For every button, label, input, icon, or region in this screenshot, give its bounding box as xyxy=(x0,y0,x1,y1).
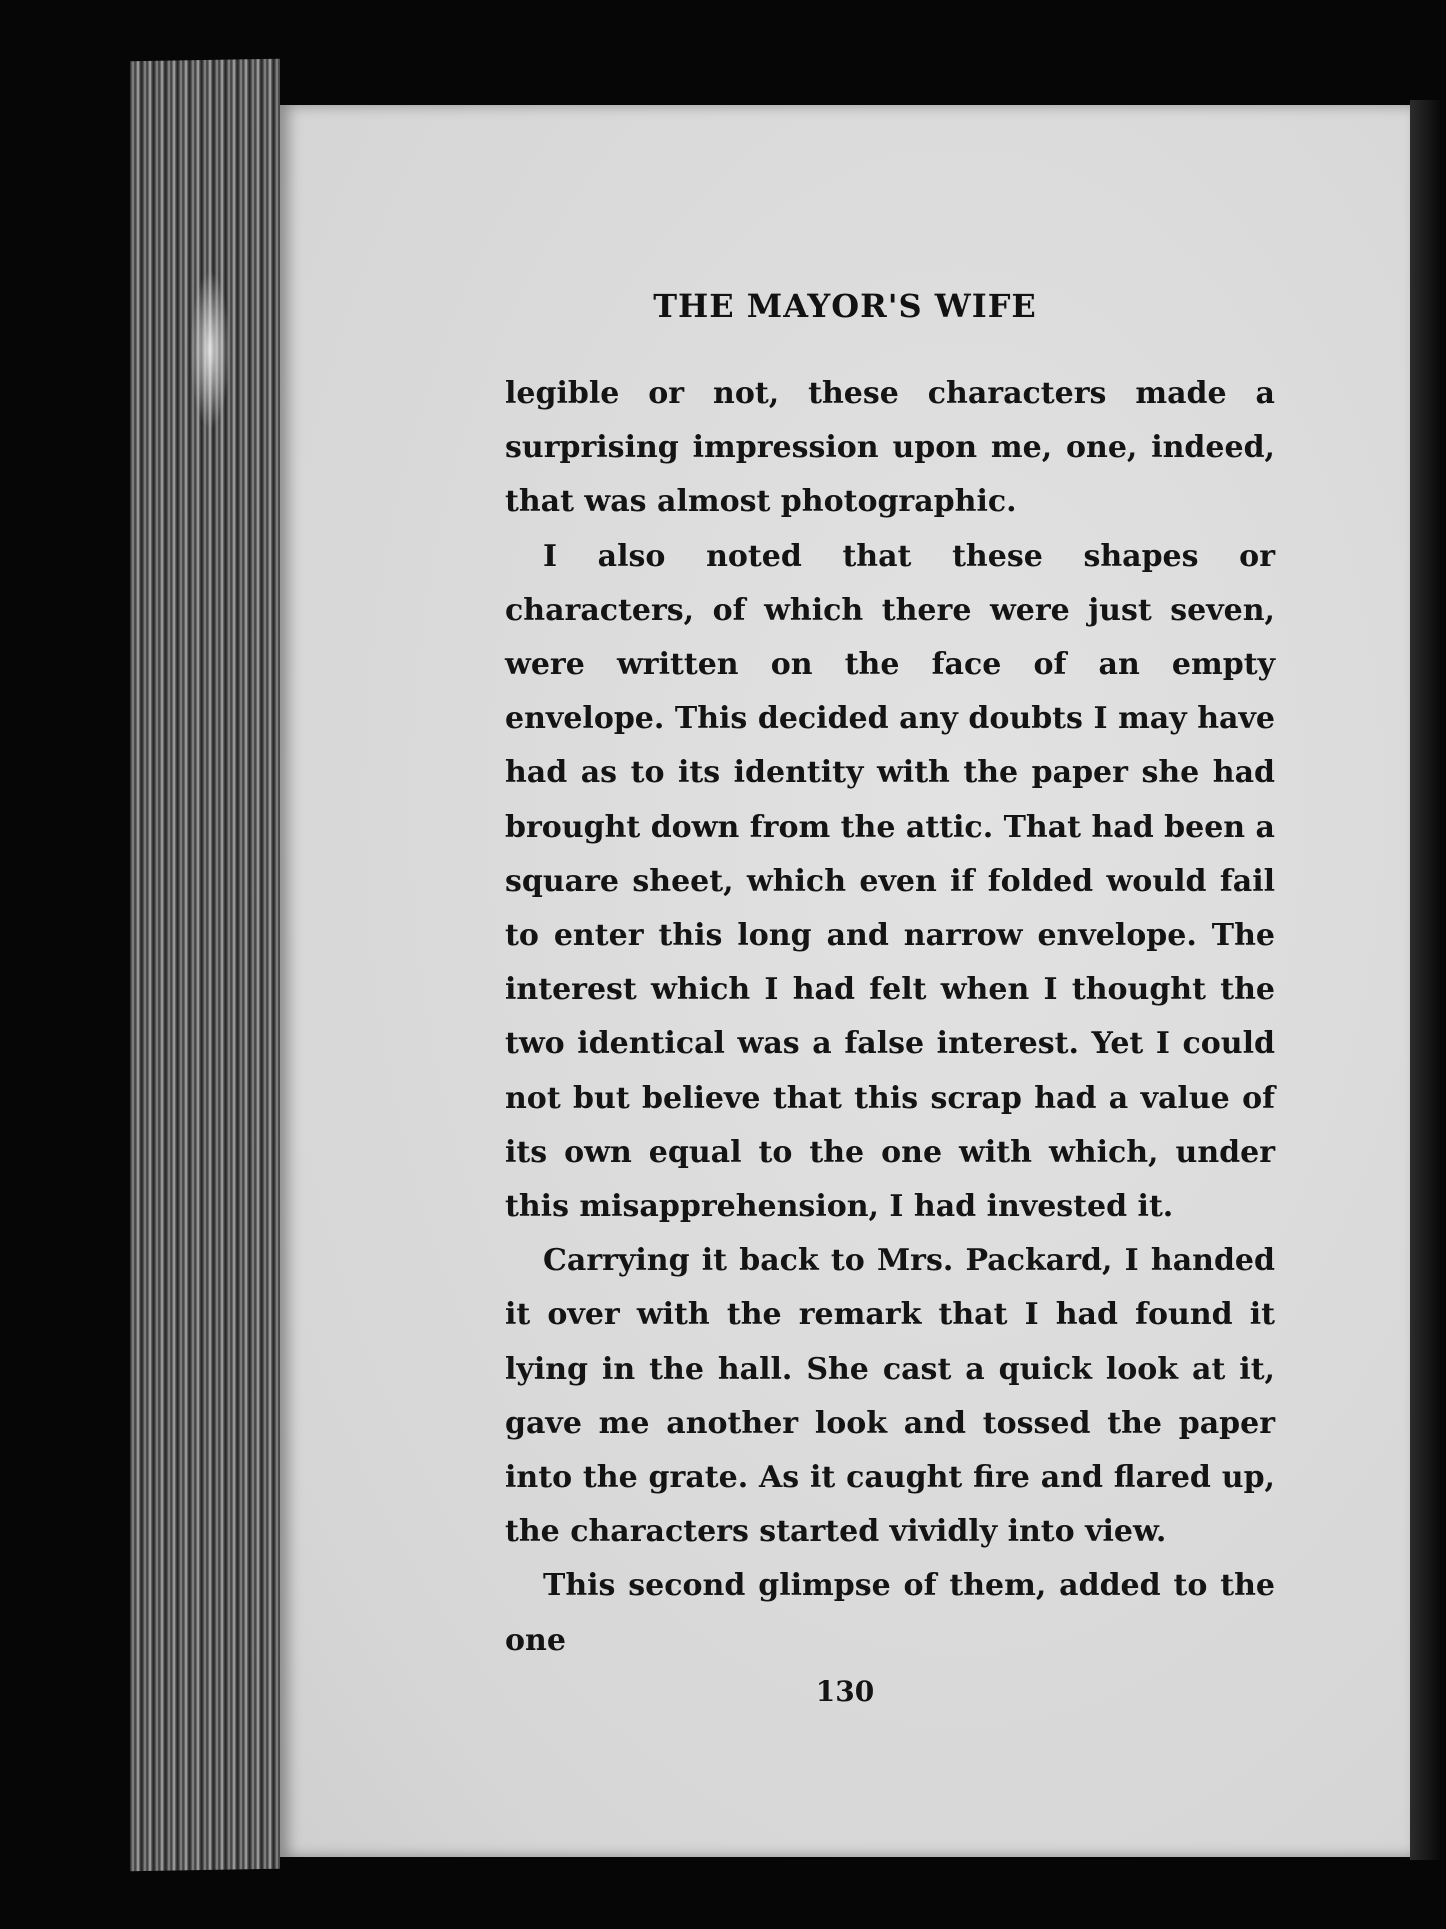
facing-page-edge xyxy=(1410,100,1440,1860)
paragraph-2: I also noted that these shapes or characters, of which there were just seven, were written on the face of an empty envelope. This decided any doubts I may have had as to its identity with the paper she had brought down from the attic. That had been a square sheet, which even if folded would fail to enter this long and narrow envelope. The interest which I had felt when I thought the two identical was a false interest. Yet I could not but believe that this scrap had a value of its own equal to the one with which, under this misapprehension, I had invested it. xyxy=(505,538,1275,1225)
running-head: THE MAYOR'S WIFE xyxy=(653,287,1037,325)
paragraph-4: This second glimpse of them, added to the one xyxy=(505,1568,1275,1658)
paragraph-3: Carrying it back to Mrs. Packard, I handed it over with the remark that I had found it lying in the hall. She cast a quick look at it, gave me another look and tossed the paper into the grate. As it caught fire and flared up, the characters started vividly into view. xyxy=(505,1243,1275,1550)
stacked-page-edges xyxy=(130,59,280,1872)
book-page xyxy=(280,105,1410,1857)
body-text xyxy=(505,367,1275,1668)
page-number: 130 xyxy=(815,1675,875,1708)
paragraph-1: legible or not, these characters made a surprising impression upon me, one, indeed, that was almost photographic. xyxy=(505,376,1275,520)
